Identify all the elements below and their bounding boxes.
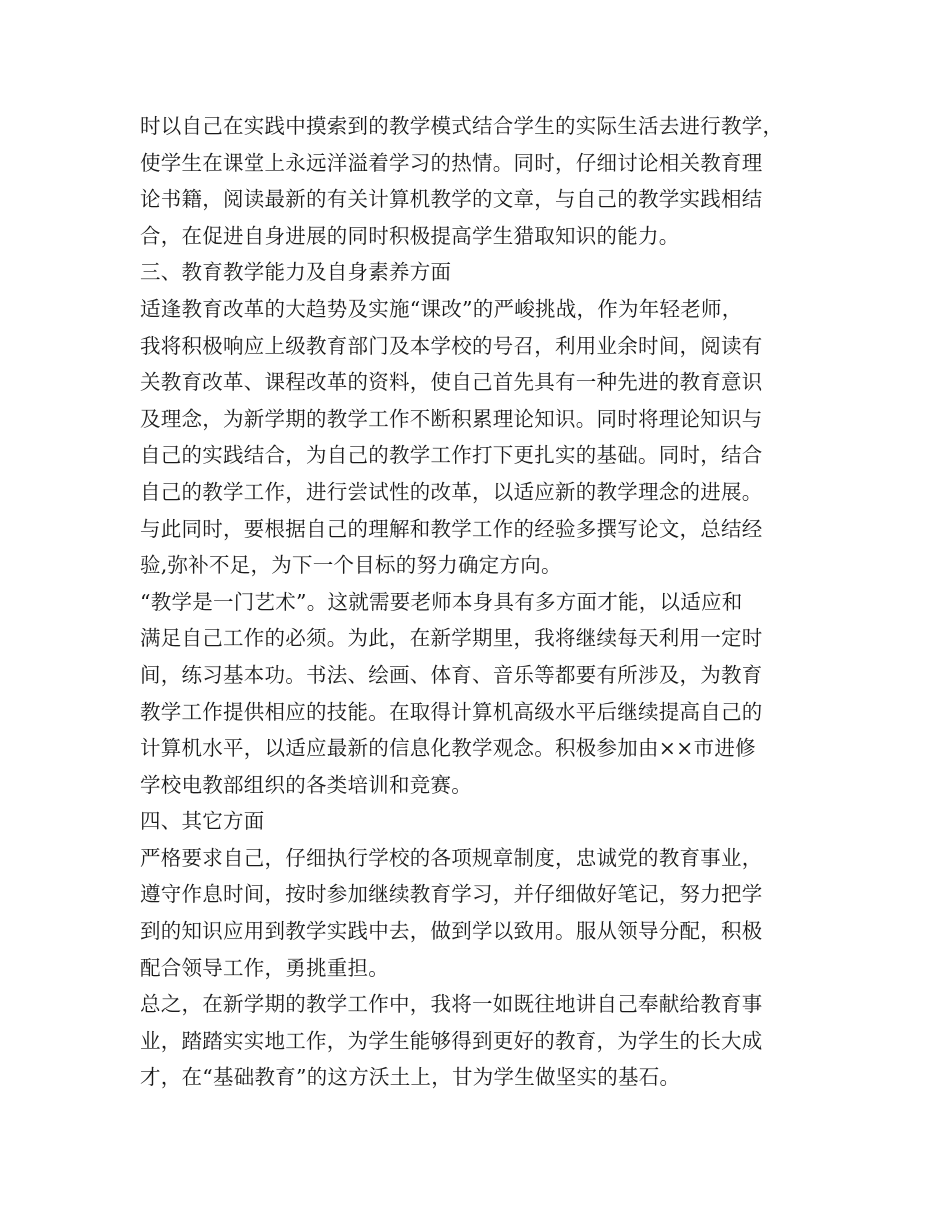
text-line: 验,弥补不足，为下一个目标的努力确定方向。: [140, 553, 562, 578]
document-body: [140, 108, 800, 1096]
text-line: 自己的实践结合，为自己的教学工作打下更扎实的基础。同时，结合: [140, 443, 763, 468]
text-line: 计算机水平，以适应最新的信息化教学观念。积极参加由××市进修: [140, 736, 756, 761]
text-line: 遵守作息时间，按时参加继续教育学习，并仔细做好笔记，努力把学: [140, 882, 763, 907]
text-line: 自己的教学工作，进行尝试性的改革，以适应新的教学理念的进展。: [140, 479, 763, 504]
text-line: 配合领导工作，勇挑重担。: [140, 955, 389, 980]
text-line: 与此同时，要根据自己的理解和教学工作的经验多撰写论文，总结经: [140, 516, 763, 541]
text-line: 才，在“基础教育”的这方沃土上，甘为学生做坚实的基石。: [140, 1065, 681, 1090]
text-line: 满足自己工作的必须。为此，在新学期里，我将继续每天利用一定时: [140, 626, 763, 651]
text-line: 总之，在新学期的教学工作中，我将一如既往地讲自己奉献给教育事: [140, 992, 763, 1017]
text-line: 论书籍，阅读最新的有关计算机教学的文章，与自己的教学实践相结: [140, 187, 763, 212]
text-line: 合，在促进自身进展的同时积极提高学生猎取知识的能力。: [140, 223, 680, 248]
section-heading-4: 四、其它方面: [140, 809, 265, 834]
text-line: 学校电教部组织的各类培训和竞赛。: [140, 772, 472, 797]
text-line: 我将积极响应上级教育部门及本学校的号召，利用业余时间，阅读有: [140, 333, 763, 358]
text-line: 及理念，为新学期的教学工作不断积累理论知识。同时将理论知识与: [140, 406, 763, 431]
text-line: 间，练习基本功。书法、绘画、体育、音乐等都要有所涉及，为教育: [140, 662, 763, 687]
text-line: 严格要求自己，仔细执行学校的各项规章制度，忠诚党的教育事业，: [140, 845, 763, 870]
text-line: 适逢教育改革的大趋势及实施“课改”的严峻挑战，作为年轻老师，: [140, 296, 743, 321]
text-line: 使学生在课堂上永远洋溢着学习的热情。同时，仔细讨论相关教育理: [140, 150, 763, 175]
text-line: “教学是一门艺术”。这就需要老师本身具有多方面才能，以适应和: [140, 589, 743, 614]
text-line: 教学工作提供相应的技能。在取得计算机高级水平后继续提高自己的: [140, 699, 763, 724]
text-line: 时以自己在实践中摸索到的教学模式结合学生的实际生活去进行教学，: [140, 114, 784, 138]
text-line: 到的知识应用到教学实践中去，做到学以致用。服从领导分配，积极: [140, 919, 763, 944]
section-heading-3: 三、教育教学能力及自身素养方面: [140, 260, 452, 285]
text-line: 业，踏踏实实地工作，为学生能够得到更好的教育，为学生的长大成: [140, 1028, 763, 1053]
text-line: 关教育改革、课程改革的资料，使自己首先具有一种先进的教育意识: [140, 370, 763, 395]
